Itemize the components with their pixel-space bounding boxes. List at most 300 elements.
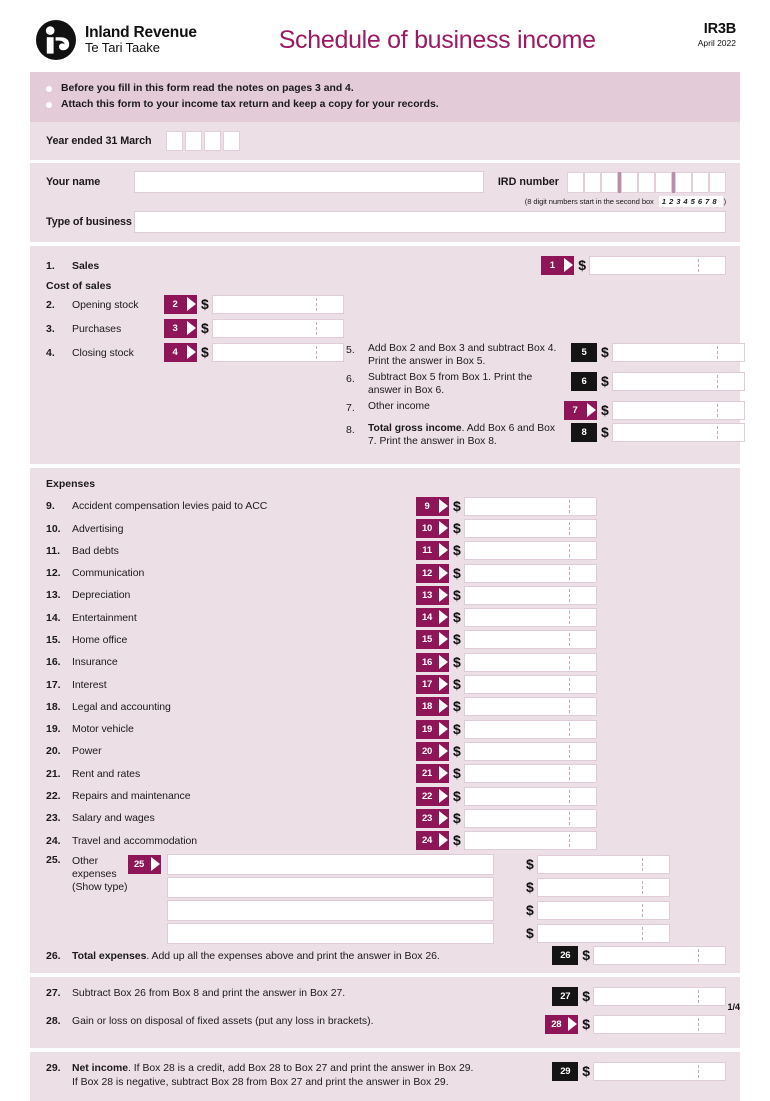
other-expense-type-input-4[interactable] [167, 923, 494, 944]
box-12-input[interactable] [464, 564, 597, 583]
total-expenses-label [72, 950, 440, 962]
other-expense-amount-field-2[interactable] [522, 878, 670, 897]
box-20-input[interactable] [464, 742, 597, 761]
box-11-tag: 11 [416, 541, 438, 560]
expense-label: Motor vehicle [72, 723, 134, 736]
box-4-input[interactable] [212, 343, 344, 362]
dollar-sign: $ [601, 373, 609, 390]
box-9-money-field[interactable] [416, 497, 597, 516]
arrow-right-icon [438, 697, 449, 716]
box-25-tag: 25 [128, 855, 150, 874]
box-28-tag: 28 [545, 1015, 567, 1034]
other-expense-amount-input-2[interactable] [537, 878, 670, 897]
total-expenses-label-rest: . Add up all the expenses above and print the answer in Box 26. [146, 949, 440, 962]
expense-row [46, 584, 726, 606]
box-29-instruction [72, 1062, 473, 1090]
dollar-sign: $ [453, 832, 461, 849]
org-name: Inland Revenue [85, 23, 197, 41]
year-digit-4[interactable] [223, 131, 240, 151]
org-name-maori: Te Tari Taake [85, 40, 160, 56]
box-20-tag: 20 [416, 742, 438, 761]
other-expenses-number: 25. [46, 853, 61, 866]
bullet-icon [46, 102, 52, 108]
box-17-input[interactable] [464, 675, 597, 694]
expense-label: Bad debts [72, 544, 119, 557]
box-28-input[interactable] [593, 1015, 726, 1034]
box-13-tag: 13 [416, 586, 438, 605]
other-expenses-label-line1: Other expenses [72, 854, 117, 880]
box-5-money-field[interactable] [571, 343, 745, 362]
box-29-number: 29. [46, 1061, 61, 1074]
box-26-money-field[interactable] [552, 946, 726, 965]
opening-stock-number: 2. [46, 298, 55, 311]
dollar-sign: $ [601, 424, 609, 441]
box-3-tag: 3 [164, 319, 186, 338]
ird-digit-9[interactable] [709, 172, 726, 193]
year-ended-band [30, 122, 740, 160]
arrow-right-icon [438, 831, 449, 850]
arrow-right-icon [186, 319, 197, 338]
arrow-right-icon [563, 256, 574, 275]
form-date: April 2022 [697, 38, 736, 48]
box-21-input[interactable] [464, 764, 597, 783]
purchases-row [46, 319, 346, 338]
year-input-group[interactable] [166, 131, 240, 151]
box-5-row [346, 343, 745, 369]
expense-number: 18. [46, 700, 61, 713]
other-expenses-label [72, 854, 128, 946]
box-10-money-field[interactable] [416, 519, 597, 538]
expense-number: 12. [46, 567, 61, 580]
arrow-right-icon [438, 675, 449, 694]
arrow-right-icon [438, 564, 449, 583]
box-4-money-field[interactable] [164, 343, 344, 362]
purchases-number: 3. [46, 322, 55, 335]
box-5-input[interactable] [612, 343, 745, 362]
expense-row [46, 495, 726, 517]
expense-label: Travel and accommodation [72, 834, 198, 847]
cost-of-sales-title: Cost of sales [46, 280, 112, 293]
expense-label: Interest [72, 678, 107, 691]
form-meta [698, 18, 736, 48]
box-29-tag: 29 [552, 1062, 578, 1081]
box-13-input[interactable] [464, 586, 597, 605]
other-expense-amount-field-1[interactable] [522, 855, 670, 874]
expenses-title: Expenses [46, 478, 96, 491]
expense-row [46, 785, 726, 807]
ird-number-hint [46, 196, 726, 207]
expense-number: 22. [46, 790, 61, 803]
expense-label: Entertainment [72, 611, 137, 624]
box-23-input[interactable] [464, 809, 597, 828]
box-1-input[interactable] [589, 256, 726, 275]
cost-of-sales-left [46, 295, 346, 452]
box-22-tag: 22 [416, 787, 438, 806]
expense-row [46, 562, 726, 584]
expense-row [46, 807, 726, 829]
opening-stock-label: Opening stock [72, 298, 139, 311]
year-digit-2[interactable] [185, 131, 202, 151]
type-of-business-row [46, 211, 726, 233]
box-18-tag: 18 [416, 697, 438, 716]
ird-digit-8[interactable] [692, 172, 709, 193]
ird-digit-1[interactable] [567, 172, 584, 193]
expense-number: 17. [46, 678, 61, 691]
box-6-tag: 6 [571, 372, 597, 391]
box-18-money-field[interactable] [416, 697, 597, 716]
box-20-money-field[interactable] [416, 742, 597, 761]
opening-stock-row [46, 295, 346, 314]
dollar-sign: $ [201, 320, 209, 337]
expense-number: 10. [46, 522, 61, 535]
expense-number: 14. [46, 611, 61, 624]
page-title: Schedule of business income [278, 26, 596, 54]
box-27-tag: 27 [552, 987, 578, 1006]
other-expense-amount-field-4[interactable] [522, 924, 670, 943]
arrow-right-icon [150, 855, 161, 874]
other-expense-line [167, 854, 670, 875]
expense-number: 11. [46, 544, 61, 557]
box-3-input[interactable] [212, 319, 344, 338]
dollar-sign: $ [201, 344, 209, 361]
notice-line-2 [30, 97, 740, 113]
calculations-column [346, 295, 745, 452]
box-22-money-field[interactable] [416, 787, 597, 806]
arrow-right-icon [438, 608, 449, 627]
expense-row [46, 718, 726, 740]
expense-label: Depreciation [72, 589, 131, 602]
type-of-business-input[interactable] [134, 211, 726, 233]
dollar-sign: $ [453, 564, 461, 581]
other-expense-type-input-1[interactable] [167, 854, 494, 875]
dollar-sign: $ [601, 344, 609, 361]
organisation-logo [36, 18, 197, 60]
total-expenses-number: 26. [46, 949, 61, 962]
inland-revenue-koru-icon [36, 20, 76, 60]
box-29-money-field[interactable] [552, 1062, 726, 1081]
expenses-section [30, 468, 740, 973]
box-7-input[interactable] [612, 401, 745, 420]
box-14-tag: 14 [416, 608, 438, 627]
box-19-tag: 19 [416, 720, 438, 739]
dollar-sign: $ [582, 1062, 590, 1079]
other-expense-amount-input-1[interactable] [537, 855, 670, 874]
ird-hint-prefix: (8 digit numbers start in the second box [524, 197, 654, 207]
expense-label: Home office [72, 633, 128, 646]
expense-number: 9. [46, 500, 55, 513]
expense-row [46, 740, 726, 762]
sales-section [30, 246, 740, 464]
other-expense-type-input-3[interactable] [167, 900, 494, 921]
expense-label: Salary and wages [72, 812, 155, 825]
other-expenses-row [46, 854, 726, 946]
box-28-label: Gain or loss on disposal of fixed assets (put any loss in brackets). [72, 1015, 374, 1027]
box-9-input[interactable] [464, 497, 597, 516]
box-12-tag: 12 [416, 564, 438, 583]
masthead [0, 0, 770, 72]
expense-row [46, 763, 726, 785]
expense-row [46, 696, 726, 718]
expense-row [46, 629, 726, 651]
your-name-label: Your name [46, 176, 101, 189]
box-27-money-field[interactable] [552, 987, 726, 1006]
total-expenses-label-bold: Total expenses [72, 949, 147, 962]
box-17-money-field[interactable] [416, 675, 597, 694]
expense-number: 24. [46, 834, 61, 847]
sales-label: Sales [72, 259, 100, 272]
box-7-row [346, 401, 745, 420]
box-25-tag-group [128, 854, 161, 946]
sales-item-number: 1. [46, 259, 55, 272]
box-19-money-field[interactable] [416, 720, 597, 739]
other-expense-line [167, 877, 670, 898]
other-expenses-label-line2: (Show type) [72, 881, 128, 894]
dollar-sign: $ [453, 809, 461, 826]
other-expense-line [167, 900, 670, 921]
ird-digit-6[interactable] [655, 172, 672, 193]
ird-hint-sample: 12345678 [659, 196, 723, 207]
other-expense-amount-input-4[interactable] [537, 924, 670, 943]
closing-stock-row [46, 343, 346, 362]
arrow-right-icon [438, 764, 449, 783]
expense-row [46, 607, 726, 629]
box-24-input[interactable] [464, 831, 597, 850]
box-18-input[interactable] [464, 697, 597, 716]
expense-row [46, 673, 726, 695]
box-12-money-field[interactable] [416, 564, 597, 583]
arrow-right-icon [586, 401, 597, 420]
box-2-input[interactable] [212, 295, 344, 314]
ird-digit-5[interactable] [638, 172, 655, 193]
box-14-input[interactable] [464, 608, 597, 627]
dollar-sign: $ [453, 653, 461, 670]
arrow-right-icon [438, 541, 449, 560]
dollar-sign: $ [453, 720, 461, 737]
your-name-input[interactable] [134, 171, 484, 193]
dollar-sign: $ [453, 742, 461, 759]
arrow-right-icon [438, 809, 449, 828]
box-11-money-field[interactable] [416, 541, 597, 560]
dollar-sign: $ [453, 631, 461, 648]
dollar-sign: $ [201, 296, 209, 313]
expense-row [46, 517, 726, 539]
box-27-instruction: Subtract Box 26 from Box 8 and print the answer in Box 27. [72, 987, 346, 999]
box-15-tag: 15 [416, 630, 438, 649]
other-expense-amount-input-3[interactable] [537, 901, 670, 920]
box-6-row [346, 372, 745, 398]
box-24-tag: 24 [416, 831, 438, 850]
dollar-sign: $ [578, 257, 586, 274]
box-22-input[interactable] [464, 787, 597, 806]
box-24-money-field[interactable] [416, 831, 597, 850]
dollar-sign: $ [453, 676, 461, 693]
expense-number: 13. [46, 589, 61, 602]
closing-stock-number: 4. [46, 346, 55, 359]
arrow-right-icon [438, 630, 449, 649]
box-8-instruction [368, 423, 564, 449]
other-expense-amount-field-3[interactable] [522, 901, 670, 920]
dollar-sign: $ [453, 609, 461, 626]
arrow-right-icon [438, 519, 449, 538]
dollar-sign: $ [453, 765, 461, 782]
expense-label: Rent and rates [72, 767, 141, 780]
box-17-tag: 17 [416, 675, 438, 694]
arrow-right-icon [567, 1015, 578, 1034]
arrow-right-icon [438, 586, 449, 605]
box-15-money-field[interactable] [416, 630, 597, 649]
box-19-input[interactable] [464, 720, 597, 739]
expense-label: Advertising [72, 522, 124, 535]
arrow-right-icon [438, 787, 449, 806]
box-3-money-field[interactable] [164, 319, 344, 338]
expense-label: Repairs and maintenance [72, 790, 191, 803]
net-income-line2: If Box 28 is negative, subtract Box 28 from Box 27 and print the answer in Box 29. [72, 1076, 449, 1088]
dollar-sign: $ [526, 855, 534, 872]
cost-of-sales-grid [46, 295, 726, 452]
ird-digit-3[interactable] [601, 172, 618, 193]
year-ended-label: Year ended 31 March [46, 135, 152, 148]
net-income-line1-rest: . If Box 28 is a credit, add Box 28 to Box 27 and print the answer in Box 29. [128, 1062, 474, 1074]
box-16-input[interactable] [464, 653, 597, 672]
ird-number-input-group[interactable] [567, 172, 726, 193]
box-6-input[interactable] [612, 372, 745, 391]
other-expenses-lines [167, 854, 670, 946]
expense-row [46, 651, 726, 673]
box-2-tag: 2 [164, 295, 186, 314]
expense-row [46, 830, 726, 852]
dollar-sign: $ [453, 787, 461, 804]
dollar-sign: $ [582, 947, 590, 964]
notice-text-1: Before you fill in this form read the notes on pages 3 and 4. [61, 83, 354, 94]
box-7-number: 7. [346, 402, 355, 415]
expense-number: 21. [46, 767, 61, 780]
box-7-label: Other income [368, 401, 430, 413]
box-15-input[interactable] [464, 630, 597, 649]
arrow-right-icon [438, 742, 449, 761]
dollar-sign: $ [582, 987, 590, 1004]
box-26-input[interactable] [593, 946, 726, 965]
box-14-money-field[interactable] [416, 608, 597, 627]
box-23-tag: 23 [416, 809, 438, 828]
box-23-money-field[interactable] [416, 809, 597, 828]
box-21-tag: 21 [416, 764, 438, 783]
identity-band [30, 163, 740, 242]
notice-band [30, 72, 740, 122]
year-digit-1[interactable] [166, 131, 183, 151]
type-of-business-label: Type of business [46, 216, 132, 229]
dollar-sign: $ [601, 402, 609, 419]
box-5-tag: 5 [571, 343, 597, 362]
box-28-row [46, 1015, 726, 1037]
ird-digit-4[interactable] [621, 172, 638, 193]
arrow-right-icon [186, 343, 197, 362]
expense-label: Insurance [72, 656, 118, 669]
other-expense-type-input-2[interactable] [167, 877, 494, 898]
purchases-label: Purchases [72, 322, 122, 335]
box-2-money-field[interactable] [164, 295, 344, 314]
dollar-sign: $ [453, 497, 461, 514]
box-28-money-field[interactable] [545, 1015, 726, 1034]
dollar-sign: $ [526, 878, 534, 895]
box-1-tag: 1 [541, 256, 563, 275]
box-10-input[interactable] [464, 519, 597, 538]
arrow-right-icon [186, 295, 197, 314]
expense-number: 19. [46, 723, 61, 736]
box-8-number: 8. [346, 424, 355, 437]
expense-number: 16. [46, 656, 61, 669]
box-8-label-rest: . Add Box 6 and Box 7. Print the answer in Box 8. [368, 423, 555, 448]
net-income-label-bold: Net income [72, 1062, 129, 1074]
box-8-tag: 8 [571, 423, 597, 442]
dollar-sign: $ [526, 924, 534, 941]
ird-digit-7[interactable] [675, 172, 692, 193]
notice-text-2: Attach this form to your income tax return and keep a copy for your records. [61, 99, 439, 111]
box-7-money-field[interactable] [564, 401, 745, 420]
expense-label: Power [72, 745, 102, 758]
box-29-row [46, 1062, 726, 1090]
expense-label: Legal and accounting [72, 700, 171, 713]
net-income-section [30, 1052, 740, 1101]
dollar-sign: $ [453, 520, 461, 536]
other-expense-line [167, 923, 670, 944]
box-8-input[interactable] [612, 423, 745, 442]
box-16-money-field[interactable] [416, 653, 597, 672]
dollar-sign: $ [453, 542, 461, 559]
dollar-sign: $ [582, 1015, 590, 1032]
box-6-money-field[interactable] [571, 372, 745, 391]
box-8-label-bold: Total gross income [368, 423, 462, 435]
dollar-sign: $ [453, 586, 461, 603]
ird-digit-2[interactable] [584, 172, 601, 193]
box-6-number: 6. [346, 373, 355, 386]
box-9-tag: 9 [416, 497, 438, 516]
expense-label: Communication [72, 567, 145, 580]
box-1-money-field[interactable] [541, 256, 726, 275]
bullet-icon [46, 86, 52, 92]
box-26-tag: 26 [552, 946, 578, 965]
notice-line-1 [30, 81, 740, 97]
box-29-input[interactable] [593, 1062, 726, 1081]
expenses-list [46, 495, 726, 852]
box-27-number: 27. [46, 986, 61, 999]
box-16-tag: 16 [416, 653, 438, 672]
box-7-tag: 7 [564, 401, 586, 420]
arrow-right-icon [438, 653, 449, 672]
box-4-tag: 4 [164, 343, 186, 362]
arrow-right-icon [438, 497, 449, 516]
box-10-tag: 10 [416, 519, 438, 538]
name-row [46, 171, 726, 193]
dollar-sign: $ [453, 698, 461, 715]
expense-number: 15. [46, 633, 61, 646]
box-6-instruction: Subtract Box 5 from Box 1. Print the answer in Box 6. [368, 372, 533, 397]
expense-row [46, 540, 726, 562]
sales-row [46, 256, 726, 275]
box-8-money-field[interactable] [571, 423, 745, 442]
box-28-number: 28. [46, 1014, 61, 1027]
expense-number: 20. [46, 745, 61, 758]
closing-stock-label: Closing stock [72, 346, 134, 359]
year-digit-3[interactable] [204, 131, 221, 151]
box-11-input[interactable] [464, 541, 597, 560]
box-27-input[interactable] [593, 987, 726, 1006]
total-expenses-row [46, 947, 726, 964]
box-13-money-field[interactable] [416, 586, 597, 605]
arrow-right-icon [438, 720, 449, 739]
box-21-money-field[interactable] [416, 764, 597, 783]
box-27-row [46, 987, 726, 1009]
form-code: IR3B [703, 21, 736, 37]
